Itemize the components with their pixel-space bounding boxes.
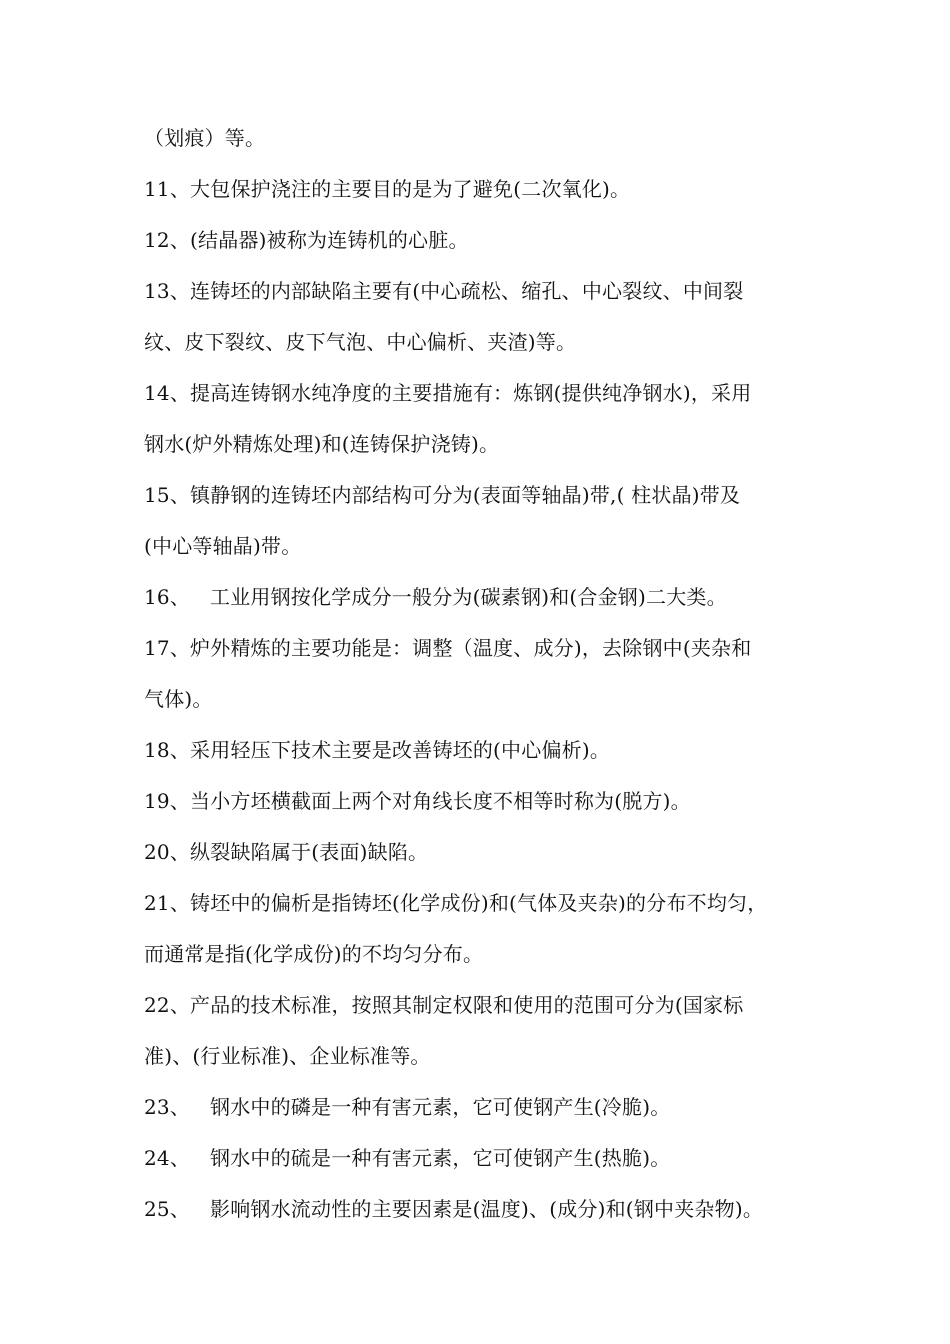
question-15-continued: (中心等轴晶)带。	[144, 534, 302, 558]
question-24	[144, 1133, 814, 1184]
question-text: 工业用钢按化学成分一般分为(碳素钢)和(合金钢)二大类。	[210, 585, 727, 609]
document-body	[144, 113, 814, 1235]
question-16	[144, 572, 814, 623]
question-text: 钢水中的硫是一种有害元素，它可使钢产生(热脆)。	[210, 1146, 671, 1170]
question-14: 14、提高连铸钢水纯净度的主要措施有：炼钢(提供纯净钢水)，采用	[144, 381, 752, 405]
text-line: （划痕）等。	[144, 126, 266, 150]
question-14-continued: 钢水(炉外精炼处理)和(连铸保护浇铸)。	[144, 432, 500, 456]
question-number: 25、	[144, 1197, 191, 1221]
question-13: 13、连铸坯的内部缺陷主要有(中心疏松、缩孔、中心裂纹、中间裂	[144, 279, 744, 303]
question-11: 11、大包保护浇注的主要目的是为了避免(二次氧化)。	[144, 177, 631, 201]
question-number: 23、	[144, 1095, 191, 1119]
question-number: 16、	[144, 585, 191, 609]
question-25	[144, 1184, 814, 1235]
question-20: 20、纵裂缺陷属于(表面)缺陷。	[144, 840, 429, 864]
question-18: 18、采用轻压下技术主要是改善铸坯的(中心偏析)。	[144, 738, 611, 762]
question-17-continued: 气体)。	[144, 687, 213, 711]
question-15: 15、镇静钢的连铸坯内部结构可分为(表面等轴晶)带,( 柱状晶)带及	[144, 483, 741, 507]
question-text: 影响钢水流动性的主要因素是(温度)、(成分)和(钢中夹杂物)。	[210, 1197, 764, 1221]
question-22-continued: 准)、(行业标准)、企业标准等。	[144, 1044, 431, 1068]
question-21-continued: 而通常是指(化学成份)的不均匀分布。	[144, 942, 484, 966]
question-13-continued: 纹、皮下裂纹、皮下气泡、中心偏析、夹渣)等。	[144, 330, 577, 354]
question-17: 17、炉外精炼的主要功能是：调整（温度、成分)，去除钢中(夹杂和	[144, 636, 752, 660]
question-12: 12、(结晶器)被称为连铸机的心脏。	[144, 228, 469, 252]
question-text: 钢水中的磷是一种有害元素，它可使钢产生(冷脆)。	[210, 1095, 671, 1119]
question-23	[144, 1082, 814, 1133]
question-19: 19、当小方坯横截面上两个对角线长度不相等时称为(脱方)。	[144, 789, 691, 813]
question-21: 21、铸坯中的偏析是指铸坯(化学成份)和(气体及夹杂)的分布不均匀，	[144, 891, 768, 915]
question-number: 24、	[144, 1146, 191, 1170]
question-22: 22、产品的技术标准，按照其制定权限和使用的范围可分为(国家标	[144, 993, 744, 1017]
